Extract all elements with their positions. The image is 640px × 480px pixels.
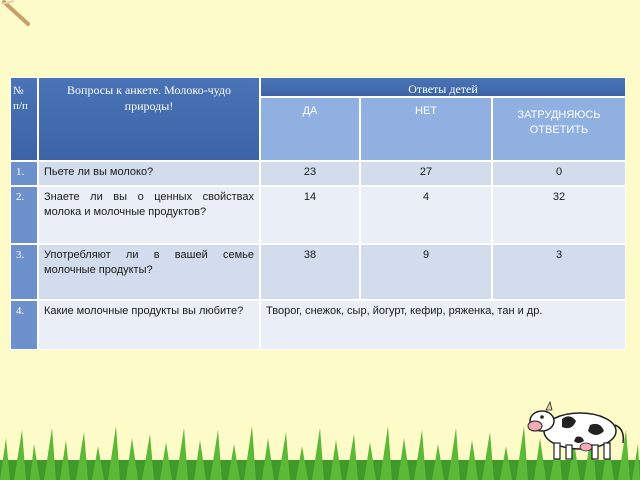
row-4-answer: Творог, снежок, сыр, йогурт, кефир, ряженка, тан и др. (260, 300, 626, 350)
header-yes: ДА (260, 97, 360, 161)
header-questions: Вопросы к анкете. Молоко-чудо природы! (38, 77, 260, 161)
row-2-unsure: 32 (492, 186, 626, 244)
row-1-no: 27 (360, 161, 492, 186)
row-2-number: 2. (10, 186, 38, 244)
row-2-yes: 14 (260, 186, 360, 244)
row-3-number: 3. (10, 244, 38, 300)
row-3-unsure: 3 (492, 244, 626, 300)
header-number: № п/п (10, 77, 38, 161)
row-2-no: 4 (360, 186, 492, 244)
row-1-number: 1. (10, 161, 38, 186)
row-1-yes: 23 (260, 161, 360, 186)
row-2-question: Знаете ли вы о ценных свойствах молока и молочные продуктов? (38, 186, 260, 244)
cow-illustration (520, 395, 630, 465)
header-answers: Ответы детей (260, 77, 626, 97)
header-no: НЕТ (360, 97, 492, 161)
header-unsure: ЗАТРУДНЯЮСЬ ОТВЕТИТЬ (492, 97, 626, 161)
row-3-no: 9 (360, 244, 492, 300)
row-3-question: Употребляют ли в вашей семье молочные продукты? (38, 244, 260, 300)
row-1-question: Пьете ли вы молоко? (38, 161, 260, 186)
row-1-unsure: 0 (492, 161, 626, 186)
row-4-number: 4. (10, 300, 38, 350)
row-4-question: Какие молочные продукты вы любите? (38, 300, 260, 350)
row-3-yes: 38 (260, 244, 360, 300)
